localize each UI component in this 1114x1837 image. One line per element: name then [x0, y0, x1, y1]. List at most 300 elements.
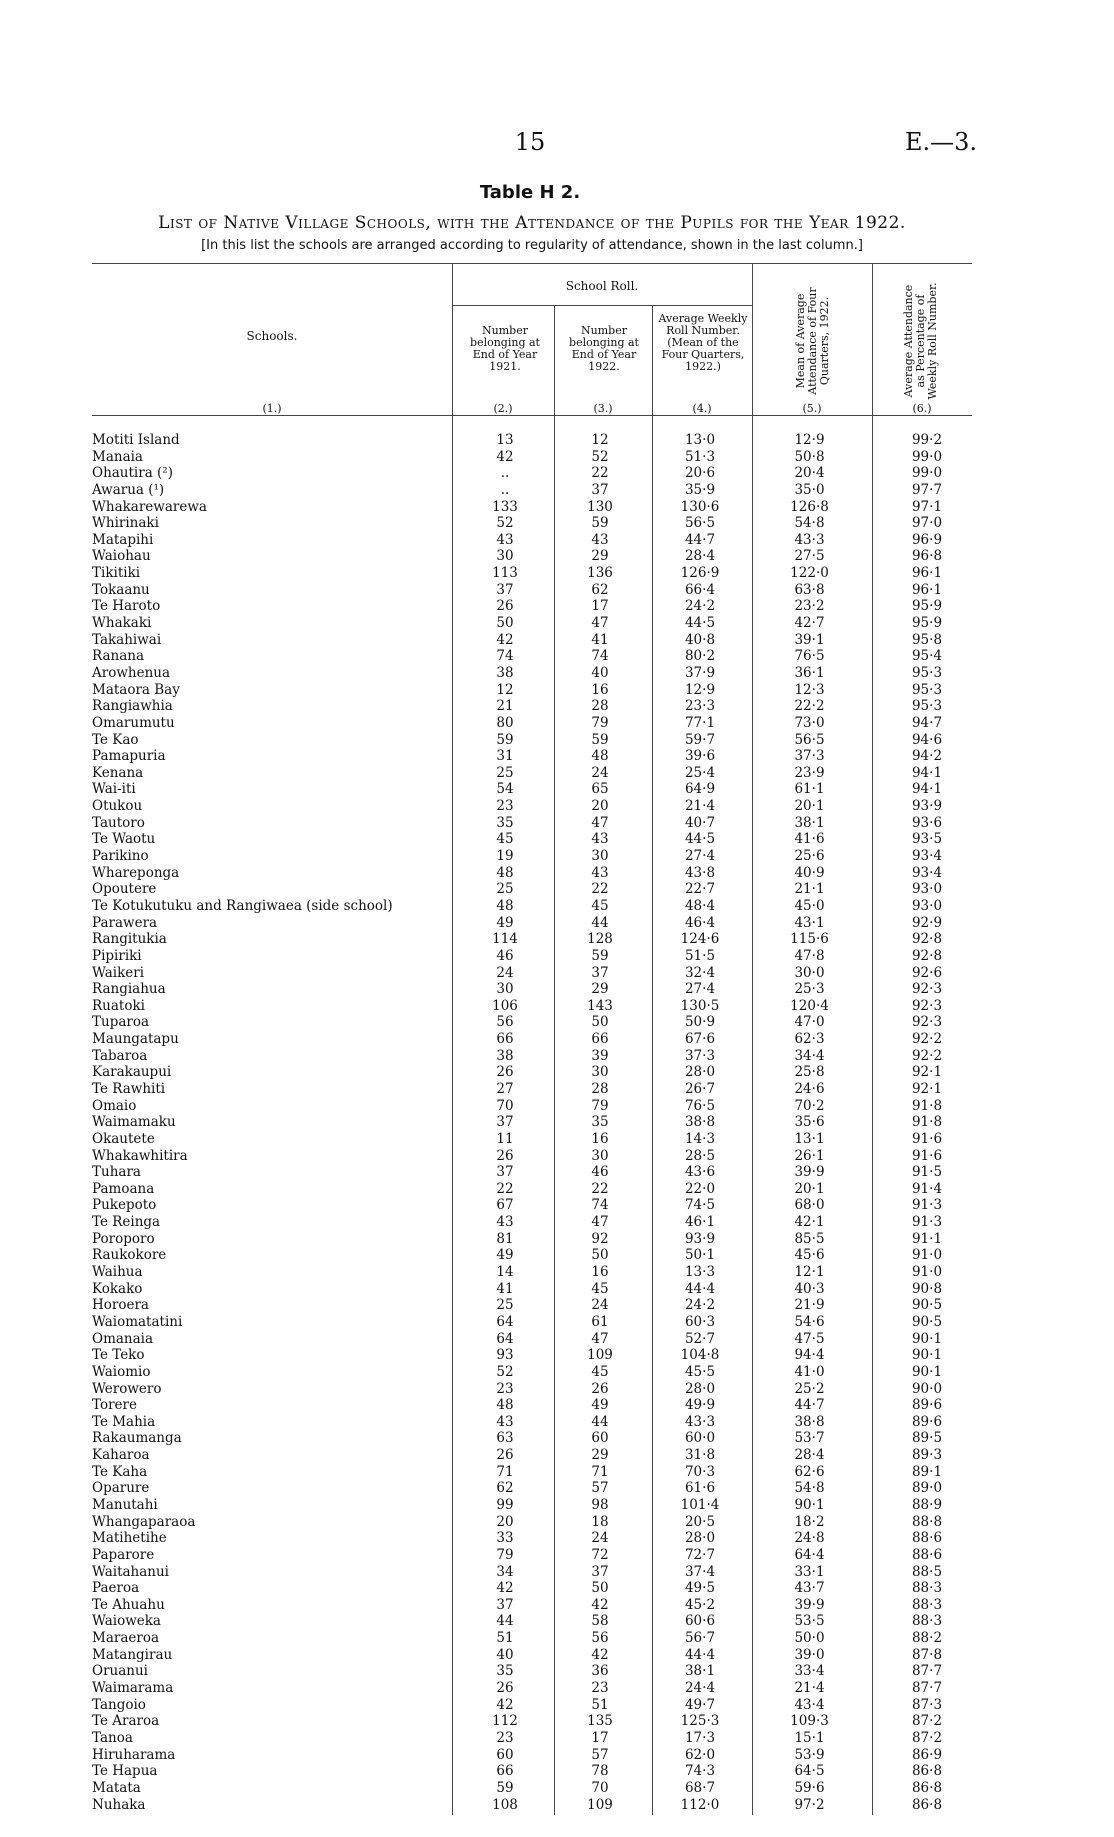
table-row [92, 449, 972, 466]
mean-attendance: 64·4 [794, 1546, 825, 1563]
mean-attendance: 109·3 [790, 1713, 829, 1730]
table-row [92, 532, 972, 549]
number-1921: 66 [496, 1031, 514, 1048]
school-name: Waioweka [92, 1613, 161, 1630]
number-1921: 50 [496, 615, 514, 632]
mean-attendance: 45·6 [794, 1247, 825, 1264]
school-name: Kokako [92, 1280, 143, 1297]
attendance-percentage: 86·8 [911, 1796, 943, 1813]
table-row [92, 848, 972, 865]
school-name: Werowero [92, 1380, 162, 1397]
table-row [92, 665, 972, 682]
school-name: Oruanui [92, 1663, 148, 1680]
average-weekly-roll: 50·1 [684, 1247, 716, 1264]
average-weekly-roll: 35·9 [684, 481, 716, 498]
table-row [92, 1397, 972, 1414]
number-1922: 57 [591, 1746, 609, 1763]
average-weekly-roll: 24·2 [684, 1297, 716, 1314]
table-row [92, 931, 972, 948]
header-col4: Average Weekly Roll Number. (Mean of the Four Quarters, 1922.) [658, 312, 748, 373]
number-1922: 39 [591, 1047, 609, 1064]
average-weekly-roll: 61·6 [684, 1480, 716, 1497]
mean-attendance: 45·0 [794, 897, 825, 914]
table-row [92, 1064, 972, 1081]
average-weekly-roll: 21·4 [684, 798, 716, 815]
table-row [92, 781, 972, 798]
number-1921: 74 [496, 648, 514, 665]
number-1922: 47 [591, 1330, 609, 1347]
mean-attendance: 43·1 [794, 914, 825, 931]
school-name: Mataora Bay [92, 681, 180, 698]
mean-attendance: 21·9 [794, 1297, 825, 1314]
mean-attendance: 62·6 [794, 1463, 825, 1480]
number-1922: 17 [591, 1729, 609, 1746]
number-1922: 20 [591, 798, 609, 815]
mean-attendance: 33·1 [794, 1563, 825, 1580]
mean-attendance: 42·1 [794, 1214, 825, 1231]
school-name: Otukou [92, 798, 143, 815]
average-weekly-roll: 77·1 [684, 714, 716, 731]
average-weekly-roll: 93·9 [684, 1230, 716, 1247]
number-1922: 49 [591, 1397, 609, 1414]
table-row [92, 1048, 972, 1065]
number-1921: 45 [496, 831, 514, 848]
attendance-percentage: 87·3 [911, 1696, 943, 1713]
mean-attendance: 61·1 [794, 781, 825, 798]
number-1922: 30 [591, 1064, 609, 1081]
mean-attendance: 47·5 [794, 1330, 825, 1347]
attendance-percentage: 91·3 [911, 1214, 943, 1231]
number-1922: 60 [591, 1430, 609, 1447]
attendance-percentage: 94·6 [911, 731, 943, 748]
table-heading: List of Native Village Schools, with the Attendance of the Pupils for the Year 1922. [158, 213, 906, 233]
mean-attendance: 68·0 [794, 1197, 825, 1214]
table-row [92, 615, 972, 632]
average-weekly-roll: 49·5 [684, 1580, 716, 1597]
mean-attendance: 47·0 [794, 1014, 825, 1031]
table-row [92, 1281, 972, 1298]
mean-attendance: 25·2 [794, 1380, 825, 1397]
number-1921: 33 [496, 1530, 514, 1547]
mean-attendance: 54·6 [794, 1313, 825, 1330]
average-weekly-roll: 22·0 [684, 1180, 716, 1197]
attendance-percentage: 90·8 [911, 1280, 943, 1297]
school-name: Torere [92, 1397, 137, 1414]
table-row [92, 1680, 972, 1697]
school-name: Te Reinga [92, 1214, 161, 1231]
number-1921: 20 [496, 1513, 514, 1530]
mean-attendance: 26·1 [794, 1147, 825, 1164]
number-1922: 16 [591, 1264, 609, 1281]
mean-attendance: 39·9 [794, 1164, 825, 1181]
table-row [92, 831, 972, 848]
average-weekly-roll: 44·5 [684, 615, 716, 632]
number-1921: 23 [496, 1729, 514, 1746]
school-name: Tuhara [92, 1164, 141, 1181]
number-1921: 14 [496, 1264, 514, 1281]
school-name: Waimamaku [92, 1114, 176, 1131]
number-1922: 22 [591, 1180, 609, 1197]
attendance-percentage: 93·0 [911, 897, 943, 914]
school-name: Oparure [92, 1480, 150, 1497]
number-1922: 22 [591, 465, 609, 482]
school-name: Opoutere [92, 881, 157, 898]
number-1921: 71 [496, 1463, 514, 1480]
number-1921: 30 [496, 548, 514, 565]
mean-attendance: 122·0 [790, 565, 829, 582]
mean-attendance: 59·6 [794, 1779, 825, 1796]
mean-attendance: 24·8 [794, 1530, 825, 1547]
number-1921: 62 [496, 1480, 514, 1497]
school-name: Rangiawhia [92, 698, 173, 715]
mean-attendance: 20·4 [794, 465, 825, 482]
average-weekly-roll: 28·4 [684, 548, 716, 565]
school-name: Tabaroa [92, 1047, 148, 1064]
average-weekly-roll: 14·3 [684, 1130, 716, 1147]
number-1922: 72 [591, 1546, 609, 1563]
col-divider-4 [752, 263, 753, 415]
mean-attendance: 76·5 [794, 648, 825, 665]
number-1922: 78 [591, 1763, 609, 1780]
attendance-percentage: 93·4 [911, 848, 943, 865]
number-1921: 26 [496, 1680, 514, 1697]
school-name: Paparore [92, 1546, 155, 1563]
number-1921: 52 [496, 1363, 514, 1380]
number-1921: 81 [496, 1230, 514, 1247]
attendance-percentage: 91·0 [911, 1264, 943, 1281]
school-name: Matapihi [92, 531, 154, 548]
school-name: Waiohau [92, 548, 151, 565]
average-weekly-roll: 44·4 [684, 1280, 716, 1297]
school-name: Rangiahua [92, 981, 166, 998]
average-weekly-roll: 43·8 [684, 864, 716, 881]
school-name: Whirinaki [92, 515, 159, 532]
number-1922: 52 [591, 448, 609, 465]
average-weekly-roll: 56·5 [684, 515, 716, 532]
table-row [92, 1430, 972, 1447]
attendance-percentage: 95·8 [911, 631, 943, 648]
number-1921: 46 [496, 947, 514, 964]
table-row [92, 715, 972, 732]
mean-attendance: 39·9 [794, 1596, 825, 1613]
number-1921: 31 [496, 748, 514, 765]
table-row [92, 1081, 972, 1098]
mean-attendance: 41·0 [794, 1363, 825, 1380]
table-row [92, 1164, 972, 1181]
school-name: Waihua [92, 1264, 143, 1281]
school-name: Waitahanui [92, 1563, 169, 1580]
number-1922: 62 [591, 581, 609, 598]
number-1922: 42 [591, 1596, 609, 1613]
average-weekly-roll: 67·6 [684, 1031, 716, 1048]
number-1921: 35 [496, 814, 514, 831]
table-note: [In this list the schools are arranged according to regularity of attendance, shown in the last column.] [201, 238, 863, 253]
average-weekly-roll: 51·5 [684, 947, 716, 964]
table-row [92, 1447, 972, 1464]
average-weekly-roll: 76·5 [684, 1097, 716, 1114]
number-1921: 42 [496, 1696, 514, 1713]
school-name: Te Rawhiti [92, 1080, 166, 1097]
table-row [92, 1713, 972, 1730]
average-weekly-roll: 22·7 [684, 881, 716, 898]
number-1921: 48 [496, 897, 514, 914]
school-name: Tautoro [92, 814, 145, 831]
attendance-percentage: 97·7 [911, 481, 943, 498]
school-roll-rule [452, 305, 752, 306]
table-row [92, 1197, 972, 1214]
school-name: Te Araroa [92, 1713, 160, 1730]
number-1922: 79 [591, 1097, 609, 1114]
table-row [92, 1597, 972, 1614]
mean-attendance: 56·5 [794, 731, 825, 748]
attendance-percentage: 92·3 [911, 1014, 943, 1031]
school-name: Ruatoki [92, 997, 145, 1014]
school-name: Hiruharama [92, 1746, 176, 1763]
school-name: Poroporo [92, 1230, 155, 1247]
school-name: Tangoio [92, 1696, 146, 1713]
attendance-percentage: 87·2 [911, 1729, 943, 1746]
average-weekly-roll: 28·0 [684, 1530, 716, 1547]
school-name: Te Mahia [92, 1413, 156, 1430]
number-1922: 28 [591, 1080, 609, 1097]
number-1922: 45 [591, 1280, 609, 1297]
school-name: Parawera [92, 914, 158, 931]
school-name: Matata [92, 1779, 141, 1796]
table-row [92, 565, 972, 582]
number-1922: 43 [591, 531, 609, 548]
average-weekly-roll: 17·3 [684, 1729, 716, 1746]
header-col3: Number belonging at End of Year 1922. [569, 324, 639, 373]
number-1921: 26 [496, 1447, 514, 1464]
average-weekly-roll: 49·9 [684, 1397, 716, 1414]
mean-attendance: 50·8 [794, 448, 825, 465]
number-1922: 92 [591, 1230, 609, 1247]
average-weekly-roll: 49·7 [684, 1696, 716, 1713]
table-row [92, 1613, 972, 1630]
attendance-percentage: 88·3 [911, 1580, 943, 1597]
attendance-percentage: 88·2 [911, 1630, 943, 1647]
number-1921: 22 [496, 1180, 514, 1197]
school-name: Te Kao [92, 731, 139, 748]
attendance-percentage: 92·6 [911, 964, 943, 981]
number-1922: 42 [591, 1646, 609, 1663]
mean-attendance: 53·9 [794, 1746, 825, 1763]
mean-attendance: 70·2 [794, 1097, 825, 1114]
attendance-percentage: 90·1 [911, 1363, 943, 1380]
average-weekly-roll: 70·3 [684, 1463, 716, 1480]
number-1922: 30 [591, 848, 609, 865]
header-col2: Number belonging at End of Year 1921. [470, 324, 540, 373]
average-weekly-roll: 28·5 [684, 1147, 716, 1164]
school-name: Te Kotukutuku and Rangiwaea (side school) [92, 897, 393, 914]
number-1922: 61 [591, 1313, 609, 1330]
number-1921: .. [500, 481, 510, 498]
average-weekly-roll: 130·6 [680, 498, 720, 515]
table-body [92, 432, 972, 1813]
number-1921: 79 [496, 1546, 514, 1563]
average-weekly-roll: 26·7 [684, 1080, 716, 1097]
table-row [92, 865, 972, 882]
average-weekly-roll: 66·4 [684, 581, 716, 598]
average-weekly-roll: 37·9 [684, 664, 716, 681]
table-row [92, 1780, 972, 1797]
number-1921: 27 [496, 1080, 514, 1097]
number-1921: 42 [496, 1580, 514, 1597]
number-1922: 37 [591, 964, 609, 981]
attendance-percentage: 96·1 [911, 581, 943, 598]
number-1922: 56 [591, 1630, 609, 1647]
school-name: Pamapuria [92, 748, 166, 765]
mean-attendance: 50·0 [794, 1630, 825, 1647]
number-1921: 38 [496, 664, 514, 681]
mean-attendance: 94·4 [794, 1347, 825, 1364]
number-1922: 37 [591, 1563, 609, 1580]
number-1922: 45 [591, 897, 609, 914]
number-1921: 26 [496, 1064, 514, 1081]
mean-attendance: 97·2 [794, 1796, 825, 1813]
table-row [92, 632, 972, 649]
school-name: Te Ahuahu [92, 1596, 165, 1613]
average-weekly-roll: 60·0 [684, 1430, 716, 1447]
colnum-1: (1.) [262, 402, 282, 415]
table-row [92, 1414, 972, 1431]
number-1921: 24 [496, 964, 514, 981]
attendance-percentage: 87·2 [911, 1713, 943, 1730]
table-row [92, 1647, 972, 1664]
number-1921: 48 [496, 864, 514, 881]
number-1922: 23 [591, 1680, 609, 1697]
number-1922: 74 [591, 648, 609, 665]
mean-attendance: 40·3 [794, 1280, 825, 1297]
mean-attendance: 12·3 [794, 681, 825, 698]
mean-attendance: 13·1 [794, 1130, 825, 1147]
header-col5: Mean of Average Attendance of Four Quarters, 1922. [794, 287, 831, 395]
number-1922: 59 [591, 731, 609, 748]
mean-attendance: 25·3 [794, 981, 825, 998]
number-1921: 42 [496, 448, 514, 465]
attendance-percentage: 90·0 [911, 1380, 943, 1397]
table-row [92, 499, 972, 516]
mean-attendance: 126·8 [790, 498, 829, 515]
table-row [92, 648, 972, 665]
mean-attendance: 25·8 [794, 1064, 825, 1081]
attendance-percentage: 92·9 [911, 914, 943, 931]
average-weekly-roll: 32·4 [684, 964, 716, 981]
average-weekly-roll: 59·7 [684, 731, 716, 748]
number-1922: 44 [591, 914, 609, 931]
attendance-percentage: 97·0 [911, 515, 943, 532]
header-school-roll: School Roll. [565, 279, 639, 293]
mean-attendance: 28·4 [794, 1447, 825, 1464]
average-weekly-roll: 23·3 [684, 698, 716, 715]
mean-attendance: 63·8 [794, 581, 825, 598]
number-1922: 29 [591, 548, 609, 565]
number-1921: 114 [492, 931, 518, 948]
number-1922: 59 [591, 515, 609, 532]
colnum-6: (6.) [912, 402, 932, 415]
mean-attendance: 54·8 [794, 1480, 825, 1497]
table-row [92, 1314, 972, 1331]
number-1922: 48 [591, 748, 609, 765]
mean-attendance: 12·9 [794, 432, 825, 448]
attendance-percentage: 92·3 [911, 981, 943, 998]
number-1922: 136 [587, 565, 613, 582]
average-weekly-roll: 46·4 [684, 914, 716, 931]
attendance-percentage: 87·7 [911, 1680, 943, 1697]
school-name: Wai-iti [92, 781, 136, 798]
number-1921: 40 [496, 1646, 514, 1663]
mean-attendance: 18·2 [794, 1513, 825, 1530]
number-1921: 106 [492, 997, 518, 1014]
mean-attendance: 39·1 [794, 631, 825, 648]
school-name: Te Hapua [92, 1763, 158, 1780]
number-1922: 16 [591, 681, 609, 698]
table-row [92, 1381, 972, 1398]
mean-attendance: 36·1 [794, 664, 825, 681]
school-name: Whakaki [92, 615, 152, 632]
attendance-percentage: 93·5 [911, 831, 943, 848]
average-weekly-roll: 12·9 [684, 681, 716, 698]
table-row [92, 1131, 972, 1148]
average-weekly-roll: 13·3 [684, 1264, 716, 1281]
mean-attendance: 21·4 [794, 1680, 825, 1697]
attendance-percentage: 95·3 [911, 681, 943, 698]
attendance-percentage: 88·6 [911, 1530, 943, 1547]
average-weekly-roll: 101·4 [680, 1497, 720, 1513]
number-1922: 44 [591, 1413, 609, 1430]
number-1922: 37 [591, 481, 609, 498]
school-name: Nuhaka [92, 1796, 146, 1813]
school-name: Whareponga [92, 864, 180, 881]
average-weekly-roll: 104·8 [680, 1347, 720, 1364]
mean-attendance: 53·7 [794, 1430, 825, 1447]
mean-attendance: 85·5 [794, 1230, 825, 1247]
attendance-percentage: 92·3 [911, 997, 943, 1014]
attendance-percentage: 89·6 [911, 1397, 943, 1414]
attendance-percentage: 97·1 [911, 498, 943, 515]
attendance-percentage: 86·8 [911, 1779, 943, 1796]
attendance-percentage: 92·8 [911, 931, 943, 948]
average-weekly-roll: 60·3 [684, 1313, 716, 1330]
attendance-percentage: 99·0 [911, 448, 943, 465]
mean-attendance: 23·2 [794, 598, 825, 615]
school-name: Rakaumanga [92, 1430, 182, 1447]
table-row [92, 1214, 972, 1231]
table-row [92, 465, 972, 482]
number-1922: 51 [591, 1696, 609, 1713]
number-1921: 56 [496, 1014, 514, 1031]
number-1921: 13 [496, 432, 514, 448]
col-divider-2 [554, 305, 555, 415]
average-weekly-roll: 40·8 [684, 631, 716, 648]
number-1922: 36 [591, 1663, 609, 1680]
average-weekly-roll: 40·7 [684, 814, 716, 831]
number-1922: 47 [591, 814, 609, 831]
attendance-percentage: 91·6 [911, 1130, 943, 1147]
attendance-percentage: 99·0 [911, 465, 943, 482]
number-1921: 44 [496, 1613, 514, 1630]
school-name: Omanaia [92, 1330, 154, 1347]
number-1921: 42 [496, 631, 514, 648]
table-row [92, 1514, 972, 1531]
number-1921: 113 [492, 565, 518, 582]
mean-attendance: 22·2 [794, 698, 825, 715]
average-weekly-roll: 37·3 [684, 1047, 716, 1064]
number-1922: 50 [591, 1580, 609, 1597]
mean-attendance: 64·5 [794, 1763, 825, 1780]
average-weekly-roll: 130·5 [680, 997, 720, 1014]
average-weekly-roll: 74·5 [684, 1197, 716, 1214]
